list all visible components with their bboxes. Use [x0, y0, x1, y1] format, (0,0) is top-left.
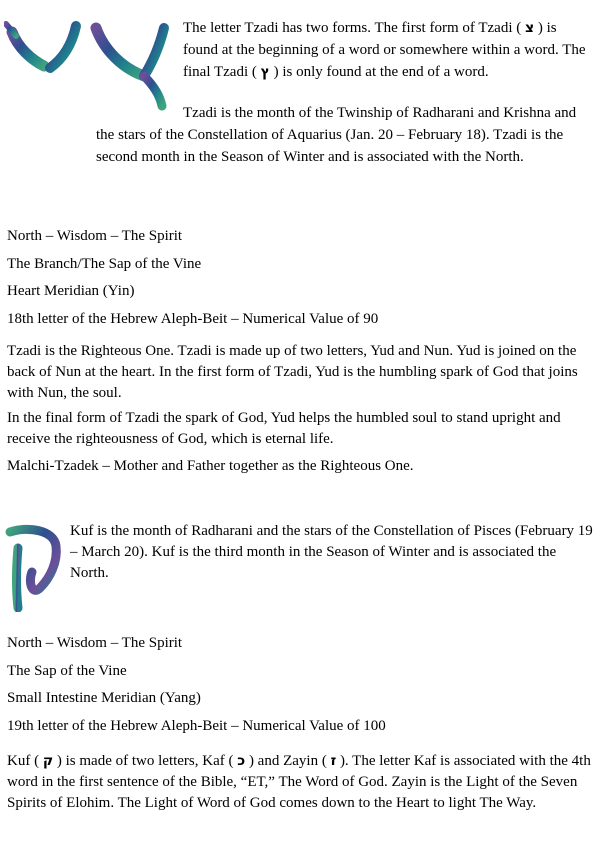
- tzadi-glyph: צ: [524, 20, 535, 36]
- kuf-glyph: ק: [42, 753, 54, 769]
- kuf-letter-art-icon: [4, 522, 64, 612]
- text-segment: Kuf (: [7, 753, 43, 769]
- kaf-glyph: כ: [237, 753, 246, 769]
- text-segment: ) and Zayin (: [245, 753, 331, 769]
- zayin-glyph: ז: [330, 753, 337, 769]
- text-segment: ) is only found at the end of a word.: [269, 64, 489, 80]
- kuf-attribute: Small Intestine Meridian (Yang): [7, 690, 201, 706]
- tzadi-attribute: The Branch/The Sap of the Vine: [7, 256, 202, 272]
- kuf-attribute: The Sap of the Vine: [7, 663, 127, 679]
- tzadi-intro-paragraph-2: Tzadi is the month of the Twinship of Radharani and Krishna and the stars of the Constellation of Aquarius (Jan. 20 – February 18). Tzadi is the second month in the Season of Winter and is associated with the North.: [96, 105, 577, 165]
- kuf-attribute: 19th letter of the Hebrew Aleph-Beit – Numerical Value of 100: [7, 718, 386, 734]
- tzadi-intro-paragraph-1: [183, 17, 593, 83]
- text-segment: The letter Tzadi has two forms. The first form of Tzadi (: [183, 20, 525, 36]
- tzadi-attribute: Heart Meridian (Yin): [7, 283, 135, 299]
- final-tzadi-glyph: ץ: [260, 64, 270, 80]
- tzadi-body-paragraph-2: In the final form of Tzadi the spark of God, Yud helps the humbled soul to stand upright and receive the righteousness of God, which is eternal life.: [7, 410, 561, 447]
- tzadi-body-paragraph-1: Tzadi is the Righteous One. Tzadi is made up of two letters, Yud and Nun. Yud is joined on the back of Nun at the heart. In the first form of Tzadi, Yud is the humbling spark of God that joins with Nun, the soul.: [7, 343, 578, 401]
- tzadi-attribute: 18th letter of the Hebrew Aleph-Beit – Numerical Value of 90: [7, 311, 379, 327]
- text-segment: ) is found at the beginning of a word or somewhere within a word. The final Tzadi (: [183, 20, 586, 80]
- text-segment: ) is made of two letters, Kaf (: [53, 753, 238, 769]
- text-segment: ). The letter Kaf is associated with the 4th word in the first sentence of the Bible, “ET,” The Word of God. Zayin is the Light of the Seven Spirits of Elohim. The Light of Word of God comes down to the Heart to light The Way.: [7, 753, 591, 811]
- kuf-intro-paragraph: Kuf is the month of Radharani and the stars of the Constellation of Pisces (February 19 – March 20). Kuf is the third month in the Season of Winter and is associated the North.: [70, 523, 593, 581]
- tzadi-attribute: North – Wisdom – The Spirit: [7, 228, 183, 244]
- tzadi-body-paragraph-3: Malchi-Tzadek – Mother and Father together as the Righteous One.: [7, 458, 414, 474]
- kuf-body-paragraph: [7, 751, 592, 814]
- kuf-attribute: North – Wisdom – The Spirit: [7, 635, 183, 651]
